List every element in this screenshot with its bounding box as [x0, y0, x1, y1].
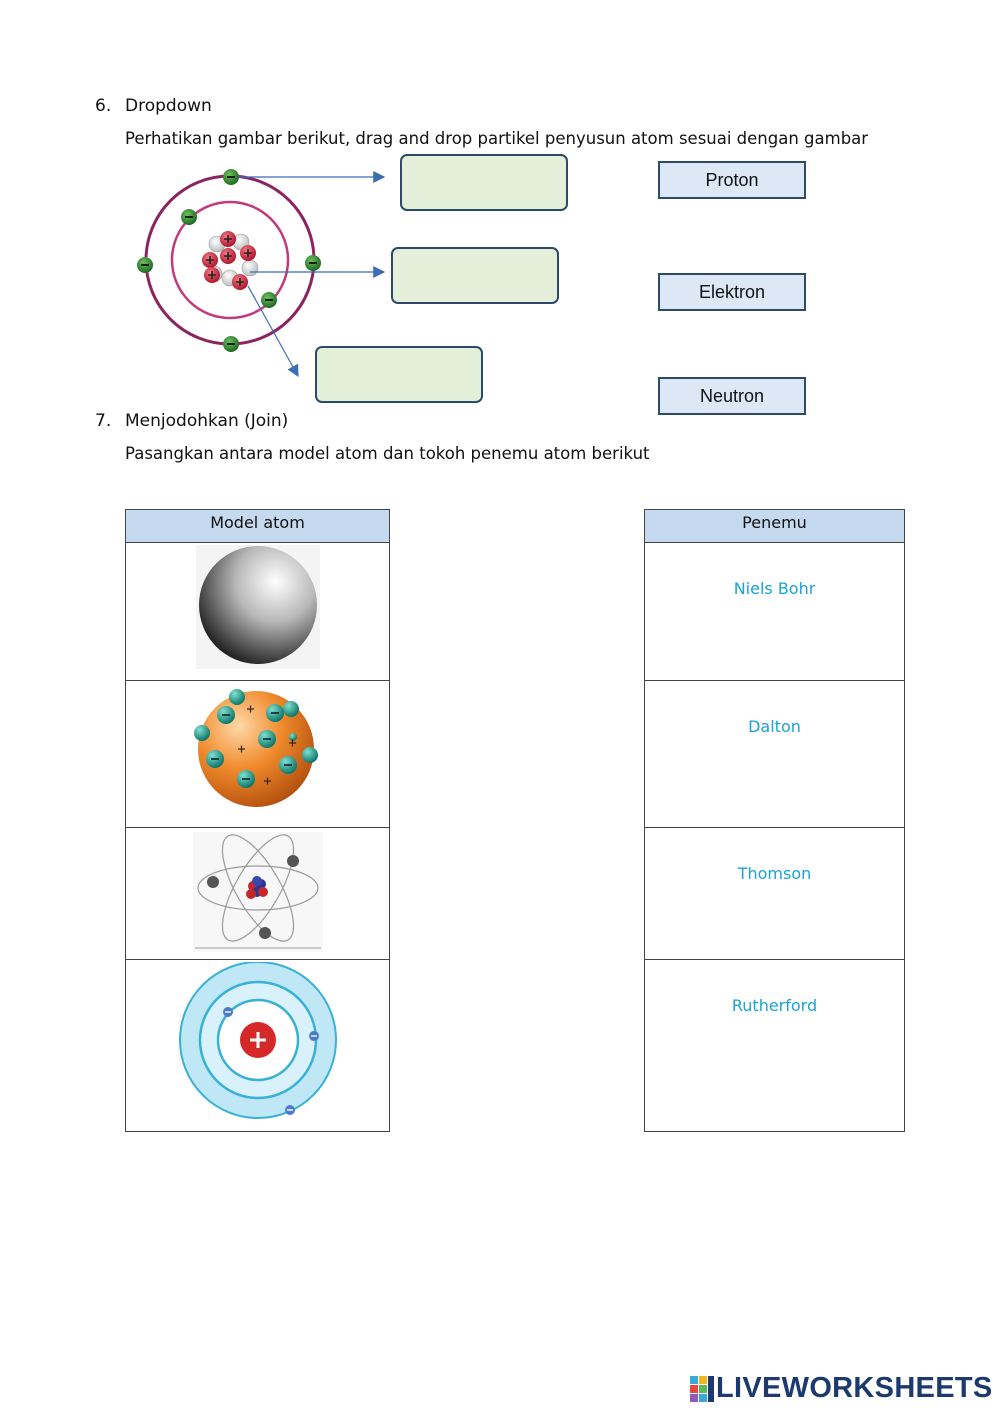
scientist-rutherford[interactable]: Rutherford	[731, 996, 818, 1015]
q7-title: Menjodohkan (Join)	[125, 411, 289, 431]
model-cell[interactable]	[126, 828, 390, 960]
drag-option-elektron[interactable]: Elektron	[658, 273, 806, 311]
scientist-cell[interactable]	[645, 681, 905, 828]
dalton-model-image	[196, 545, 320, 669]
model-table	[125, 509, 390, 1132]
thomson-model-image	[193, 687, 323, 817]
q6-instruction: Perhatikan gambar berikut, drag and drop partikel penyusun atom sesuai dengan gambar	[125, 129, 869, 148]
model-cell[interactable]	[126, 960, 390, 1132]
scientist-niels-bohr[interactable]: Niels Bohr	[733, 579, 816, 598]
drop-target-3[interactable]	[315, 346, 483, 403]
scientist-cell[interactable]	[645, 543, 905, 681]
liveworksheets-logo[interactable]	[690, 1372, 993, 1405]
model-cell[interactable]	[126, 681, 390, 828]
scientist-thomson[interactable]: Thomson	[737, 864, 812, 883]
rutherford-model-image	[193, 832, 323, 952]
q6-number: 6.	[95, 96, 112, 116]
scientist-header: Penemu	[645, 510, 905, 543]
q6-title: Dropdown	[125, 96, 212, 116]
drag-option-neutron[interactable]: Neutron	[658, 377, 806, 415]
q7-number: 7.	[95, 411, 112, 431]
model-cell[interactable]	[126, 543, 390, 681]
model-header: Model atom	[126, 510, 390, 543]
scientist-dalton[interactable]: Dalton	[748, 717, 801, 736]
nucleus	[202, 231, 258, 290]
bohr-model-image	[178, 962, 338, 1122]
liveworksheets-logo-icon	[690, 1376, 716, 1402]
scientist-cell[interactable]	[645, 828, 905, 960]
q7-instruction: Pasangkan antara model atom dan tokoh penemu atom berikut	[125, 444, 650, 463]
logo-text: LIVEWORKSHEETS	[716, 1372, 993, 1404]
drop-target-1[interactable]	[400, 154, 568, 211]
drag-option-proton[interactable]: Proton	[658, 161, 806, 199]
scientist-table	[644, 509, 905, 1132]
drop-target-2[interactable]	[391, 247, 559, 304]
scientist-cell[interactable]	[645, 960, 905, 1132]
